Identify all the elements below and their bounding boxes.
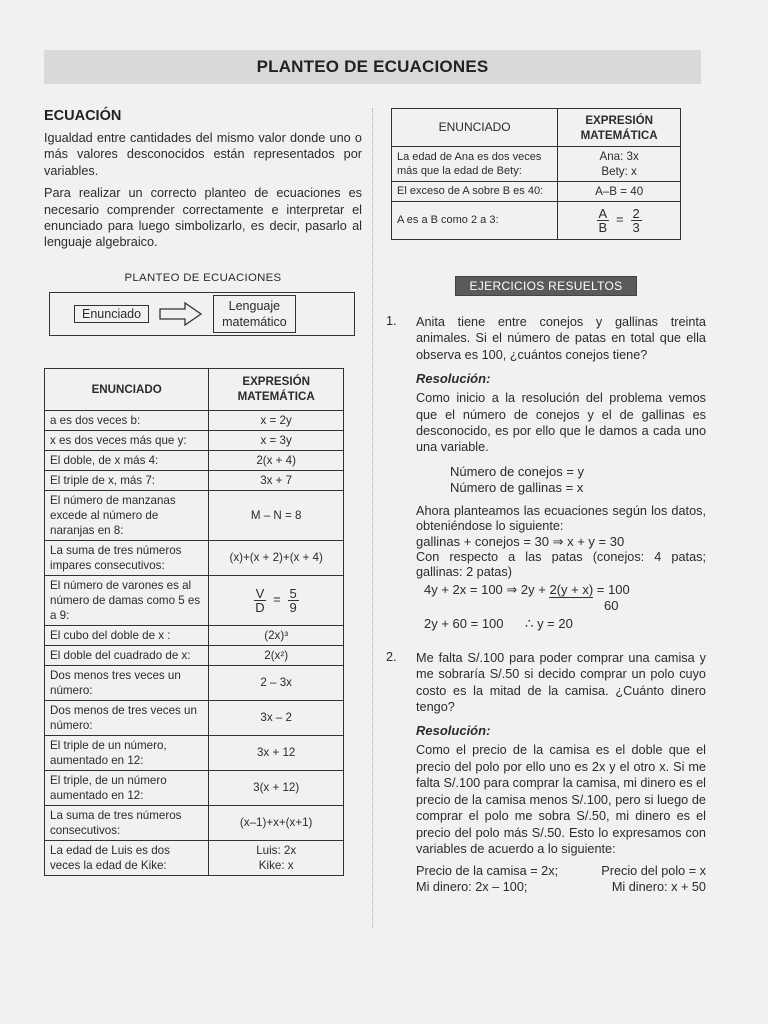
expression-cell: x = 2y	[209, 410, 344, 430]
expression-line: Kike: x	[258, 858, 294, 872]
fraction-right	[631, 207, 642, 234]
price-polo: Precio del polo = x	[601, 864, 706, 879]
fraction-numerator: 2	[632, 206, 640, 221]
equation-line	[416, 582, 706, 598]
resolution-text: Con respecto a las patas (conejos: 4 patas; gallinas: 2 patas)	[416, 549, 706, 579]
expression-cell: 3x + 12	[209, 735, 344, 770]
enunciado-cell: La suma de tres números impares consecutivos:	[45, 540, 209, 575]
page-title-text: PLANTEO DE ECUACIONES	[256, 57, 489, 76]
table-row	[45, 770, 344, 805]
flow-diagram	[49, 292, 355, 336]
enunciado-cell: La suma de tres números consecutivos:	[45, 805, 209, 840]
table-row	[45, 430, 344, 450]
expressions-table-left	[44, 368, 344, 876]
money-camisa: Mi dinero: 2x – 100;	[416, 880, 528, 895]
problem-body	[416, 314, 706, 632]
table-header-expresion: EXPRESIÓN MATEMÁTICA	[558, 109, 681, 147]
price-camisa: Precio de la camisa = 2x;	[416, 864, 559, 879]
flow-lenguaje-line2: matemático	[222, 314, 287, 329]
table-header-enunciado: ENUNCIADO	[45, 368, 209, 410]
page-title	[44, 50, 701, 84]
expression-cell	[209, 575, 344, 625]
resolution-text: Como inicio a la resolución del problema vemos que el número de conejos y el de gallinas es desconocido, es por ello que le damos a cada uno una variable.	[416, 391, 706, 455]
enunciado-cell: El número de manzanas excede al número de naranjas en 8:	[45, 490, 209, 540]
expression-cell: x = 3y	[209, 430, 344, 450]
expression-line: Bety: x	[601, 165, 637, 178]
table-row	[45, 490, 344, 540]
left-column	[44, 108, 362, 876]
expression-cell	[558, 202, 681, 240]
expression-line: Ana: 3x	[599, 150, 639, 163]
equation-line: 2y + 60 = 100 ∴ y = 20	[424, 615, 573, 631]
table-row	[392, 147, 681, 182]
money-line	[416, 879, 706, 895]
resolution-label: Resolución:	[416, 723, 491, 739]
expression-cell: (x–1)+x+(x+1)	[209, 805, 344, 840]
flow-caption: PLANTEO DE ECUACIONES	[124, 271, 282, 284]
table-header-row	[392, 109, 681, 147]
equation-line: gallinas + conejos = 30 ⇒ x + y = 30	[416, 533, 625, 549]
underbrace-value: 60	[604, 597, 619, 613]
expression-cell: 2(x²)	[209, 645, 344, 665]
resolution-text: Como el precio de la camisa es el doble que el precio del polo por ello uno es 2x y el otro x. Si me falta S/.100 para comprar la camisa, mi dinero es el precio de la camisa menos S/.100, pero si luego de comprar el polo me sobra S/.50, mi dinero es el precio del polo más S/.50. Esto lo expresamos con variables de acuerdo a lo siguiente:	[416, 743, 706, 856]
flow-lenguaje-box	[213, 295, 296, 333]
table-row	[392, 202, 681, 240]
definition-paragraph: Igualdad entre cantidades del mismo valor donde uno o más valores desconocidos están representados por variables.	[44, 131, 362, 178]
table-row	[45, 645, 344, 665]
fraction-denominator: 9	[289, 599, 297, 615]
problem-body	[416, 650, 706, 895]
table-header-enunciado: ENUNCIADO	[392, 109, 558, 147]
expression-cell: (2x)³	[209, 625, 344, 645]
enunciado-cell: Dos menos de tres veces un número:	[45, 700, 209, 735]
fraction-numerator: 5	[289, 585, 297, 601]
table-row	[392, 182, 681, 202]
table-row	[45, 840, 344, 875]
equation-part: 4y + 2x = 100 ⇒ 2y +	[424, 581, 550, 597]
table-row	[45, 805, 344, 840]
enunciado-cell: El triple, de un número aumentado en 12:	[45, 770, 209, 805]
enunciado-cell: a es dos veces b:	[45, 410, 209, 430]
enunciado-cell: El número de varones es al número de damas como 5 es a 9:	[45, 575, 209, 625]
table-row	[45, 700, 344, 735]
fraction-denominator: 3	[632, 220, 640, 235]
resolution-label: Resolución:	[416, 371, 491, 387]
expression-cell: (x)+(x + 2)+(x + 4)	[209, 540, 344, 575]
table-row	[45, 625, 344, 645]
fraction-right	[288, 587, 299, 614]
expression-line: Luis: 2x	[256, 843, 297, 857]
money-polo: Mi dinero: x + 50	[611, 880, 706, 895]
table-row	[45, 410, 344, 430]
fraction-numerator: V	[255, 585, 265, 601]
underbrace-term: 2(y + x)	[549, 581, 594, 597]
enunciado-cell: El exceso de A sobre B es 40:	[392, 182, 558, 202]
enunciado-cell: x es dos veces más que y:	[45, 430, 209, 450]
variable-definition: Número de conejos = y	[450, 463, 585, 479]
table-row	[45, 735, 344, 770]
expression-cell: 3(x + 12)	[209, 770, 344, 805]
column-divider	[372, 108, 373, 928]
enunciado-cell: El cubo del doble de x :	[45, 625, 209, 645]
table-row	[45, 540, 344, 575]
price-line	[416, 863, 706, 879]
expression-cell: M – N = 8	[209, 490, 344, 540]
resolution-text: Ahora planteamos las ecuaciones según los datos, obteniéndose lo siguiente:	[416, 503, 706, 533]
expression-cell: 3x – 2	[209, 700, 344, 735]
enunciado-cell: La edad de Ana es dos veces más que la edad de Bety:	[392, 147, 558, 182]
equation-part: = 100	[593, 581, 630, 597]
enunciado-cell: La edad de Luis es dos veces la edad de Kike:	[45, 840, 209, 875]
problem-1	[386, 314, 706, 632]
fraction-numerator: A	[598, 206, 608, 221]
table-row	[45, 665, 344, 700]
flow-enunciado-box: Enunciado	[74, 305, 149, 323]
variable-definition: Número de gallinas = x	[450, 479, 584, 495]
enunciado-cell: Dos menos tres veces un número:	[45, 665, 209, 700]
expressions-table-right	[391, 108, 681, 240]
enunciado-cell: El doble, de x más 4:	[45, 450, 209, 470]
expression-cell: 2(x + 4)	[209, 450, 344, 470]
table-row	[45, 450, 344, 470]
expression-cell: 3x + 7	[209, 470, 344, 490]
section-heading: ECUACIÓN	[44, 108, 122, 124]
intro-paragraph: Para realizar un correcto planteo de ecuaciones es necesario comprender correctamente e interpretar el enunciado para luego simbolizarlo, es decir, pasarlo al lenguaje algebraico.	[44, 186, 362, 250]
expression-cell	[558, 147, 681, 182]
problem-statement: Me falta S/.100 para poder comprar una camisa y me sobraría S/.50 si decido comprar un polo cuyo costo es la mitad de la camisa. ¿Cuánto dinero tengo?	[416, 650, 706, 715]
enunciado-cell: A es a B como 2 a 3:	[392, 202, 558, 240]
equals-sign: =	[269, 591, 285, 607]
arrow-right-icon	[159, 301, 203, 327]
fraction-left	[254, 587, 267, 614]
equals-sign: =	[612, 211, 628, 227]
problem-2	[386, 650, 706, 895]
enunciado-cell: El triple de x, más 7:	[45, 470, 209, 490]
right-column	[386, 108, 706, 895]
problem-statement: Anita tiene entre conejos y gallinas treinta animales. Si el número de patas en total que ella observa es 100, ¿cuántos conejos tiene?	[416, 315, 706, 362]
flow-lenguaje-line1: Lenguaje	[228, 298, 281, 313]
fraction-denominator: B	[598, 220, 608, 235]
enunciado-cell: El triple de un número, aumentado en 12:	[45, 735, 209, 770]
expression-cell: A–B = 40	[558, 182, 681, 202]
problem-number: 1.	[386, 314, 397, 328]
table-header-expresion: EXPRESIÓN MATEMÁTICA	[209, 368, 344, 410]
expression-cell	[209, 840, 344, 875]
enunciado-cell: El doble del cuadrado de x:	[45, 645, 209, 665]
table-row	[45, 470, 344, 490]
table-header-row	[45, 368, 344, 410]
fraction-denominator: D	[255, 599, 265, 615]
fraction-left	[597, 207, 610, 234]
expression-cell: 2 – 3x	[209, 665, 344, 700]
solved-exercises-banner: EJERCICIOS RESUELTOS	[455, 276, 637, 296]
table-row	[45, 575, 344, 625]
problem-number: 2.	[386, 649, 397, 664]
